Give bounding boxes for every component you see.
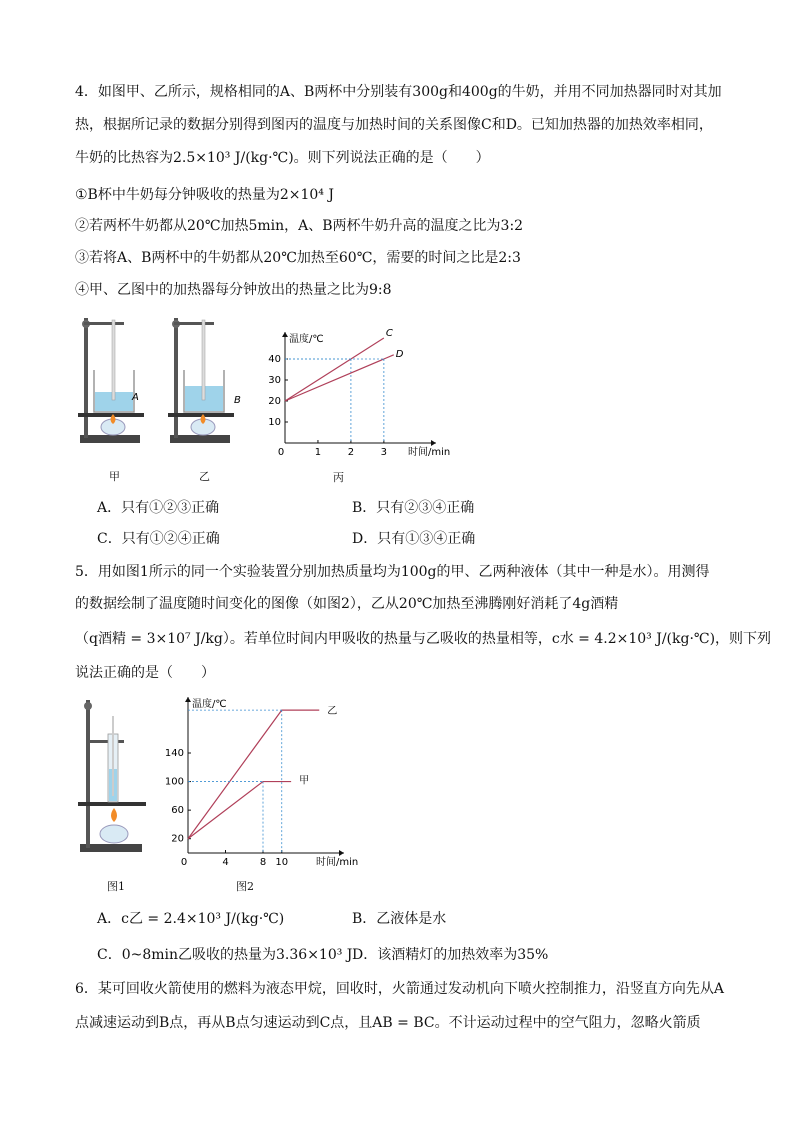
stand-jia bbox=[78, 318, 144, 443]
caption-fig1: 图1 bbox=[107, 880, 125, 893]
x-axis-arrow bbox=[431, 440, 436, 446]
q5-line-1: 5．用如图1所示的同一个实验装置分别加热质量均为100g的甲、乙两种液体（其中一种是水）。用测得 bbox=[75, 564, 710, 580]
q5-option-c[interactable]: C．0~8min乙吸收的热量为3.36×10³ J bbox=[97, 947, 353, 963]
series-label-1: C bbox=[385, 328, 393, 339]
q4-statement-2: ②若两杯牛奶都从20℃加热5min，A、B两杯牛奶升高的温度之比为3:2 bbox=[75, 218, 524, 234]
x-tick-label: 4 bbox=[222, 857, 229, 868]
q5-line-3: （q酒精 = 3×10⁷ J/kg）。若单位时间内甲吸收的热量与乙吸收的热量相等，c水 = 4.2×10³ J/(kg·℃)，则下列 bbox=[75, 631, 772, 647]
y-axis-label: 温度/℃ bbox=[289, 334, 324, 345]
y-tick-label: 60 bbox=[171, 805, 184, 817]
y-tick-label: 30 bbox=[268, 375, 281, 386]
q4-statement-3: ③若将A、B两杯中的牛奶都从20℃加热至60℃，需要的时间之比是2:3 bbox=[75, 250, 521, 266]
q5-option-b[interactable]: B．乙液体是水 bbox=[352, 911, 447, 927]
stand-yi bbox=[168, 318, 234, 443]
y-axis-label: 温度/℃ bbox=[192, 699, 227, 710]
y-tick-label: 20 bbox=[268, 396, 281, 407]
x-axis-arrow bbox=[339, 850, 344, 856]
q4-line-3: 牛奶的比热容为2.5×10³ J/(kg·℃)。则下列说法正确的是（ ） bbox=[75, 150, 490, 166]
cup-a-label: A bbox=[132, 392, 139, 403]
series-line-2 bbox=[188, 782, 291, 839]
origin-label: 0 bbox=[277, 447, 285, 458]
caption-bing: 丙 bbox=[333, 471, 344, 484]
series-label-2: D bbox=[395, 348, 404, 360]
q6-line-2: 点减速运动到B点，再从B点匀速运动到C点，且AB = BC。不计运动过程中的空气阻力，忽略火箭质 bbox=[75, 1015, 701, 1031]
q4-temperature-chart bbox=[265, 328, 451, 463]
caption-fig2: 图2 bbox=[236, 880, 254, 893]
series-label-1: 乙 bbox=[327, 706, 338, 718]
origin-label: 0 bbox=[180, 857, 188, 868]
q4-line-1: 4．如图甲、乙所示，规格相同的A、B两杯中分别装有300g和400g的牛奶，并用不同加热器同时对其加 bbox=[75, 84, 722, 100]
x-tick-label: 2 bbox=[347, 447, 355, 458]
x-tick-label: 10 bbox=[275, 857, 289, 868]
y-tick-label: 140 bbox=[164, 748, 184, 759]
y-tick-label: 100 bbox=[164, 776, 184, 788]
q4-statement-4: ④甲、乙图中的加热器每分钟放出的热量之比为9:8 bbox=[75, 282, 392, 298]
q4-line-2: 热，根据所记录的数据分别得到图丙的温度与加热时间的关系图像C和D。已知加热器的加热效率相同， bbox=[75, 117, 713, 133]
q4-option-a[interactable]: A．只有①②③正确 bbox=[97, 500, 220, 516]
q5-apparatus-figure bbox=[72, 694, 157, 859]
x-axis-label: 时间/min bbox=[316, 857, 359, 868]
q5-option-d[interactable]: D．该酒精灯的加热效率为35% bbox=[352, 947, 549, 963]
q5-line-2: 的数据绘制了温度随时间变化的图像（如图2），乙从20℃加热至沸腾刚好消耗了4g酒精 bbox=[75, 596, 619, 612]
q4-statement-1: ①B杯中牛奶每分钟吸收的热量为2×10⁴ J bbox=[75, 187, 334, 203]
x-tick-label: 3 bbox=[380, 447, 388, 458]
y-tick-label: 10 bbox=[268, 417, 281, 428]
y-tick-label: 40 bbox=[268, 354, 281, 365]
q5-temperature-chart bbox=[164, 690, 359, 880]
x-tick-label: 1 bbox=[314, 447, 322, 458]
y-tick-label: 20 bbox=[171, 833, 184, 845]
y-axis-arrow bbox=[282, 332, 288, 337]
q5-line-4: 说法正确的是（ ） bbox=[75, 665, 215, 681]
y-axis-arrow bbox=[185, 697, 191, 702]
caption-yi: 乙 bbox=[199, 470, 210, 483]
series-line-2 bbox=[285, 355, 394, 401]
series-label-2: 甲 bbox=[299, 775, 310, 787]
q4-option-b[interactable]: B．只有②③④正确 bbox=[352, 500, 475, 516]
x-tick-label: 8 bbox=[259, 857, 267, 868]
caption-jia: 甲 bbox=[109, 470, 120, 483]
q4-option-d[interactable]: D．只有①③④正确 bbox=[352, 531, 476, 547]
q4-apparatus-figure bbox=[70, 310, 260, 450]
x-axis-label: 时间/min bbox=[408, 447, 451, 458]
q4-option-c[interactable]: C．只有①②④正确 bbox=[97, 531, 220, 547]
series-line-1 bbox=[285, 338, 384, 401]
q6-line-1: 6．某可回收火箭使用的燃料为液态甲烷，回收时，火箭通过发动机向下喷火控制推力，沿竖直方向先从A bbox=[75, 981, 725, 997]
series-line-1 bbox=[188, 710, 319, 839]
q5-option-a[interactable]: A．c乙 = 2.4×10³ J/(kg·℃) bbox=[97, 911, 285, 927]
cup-b-label: B bbox=[234, 395, 241, 406]
